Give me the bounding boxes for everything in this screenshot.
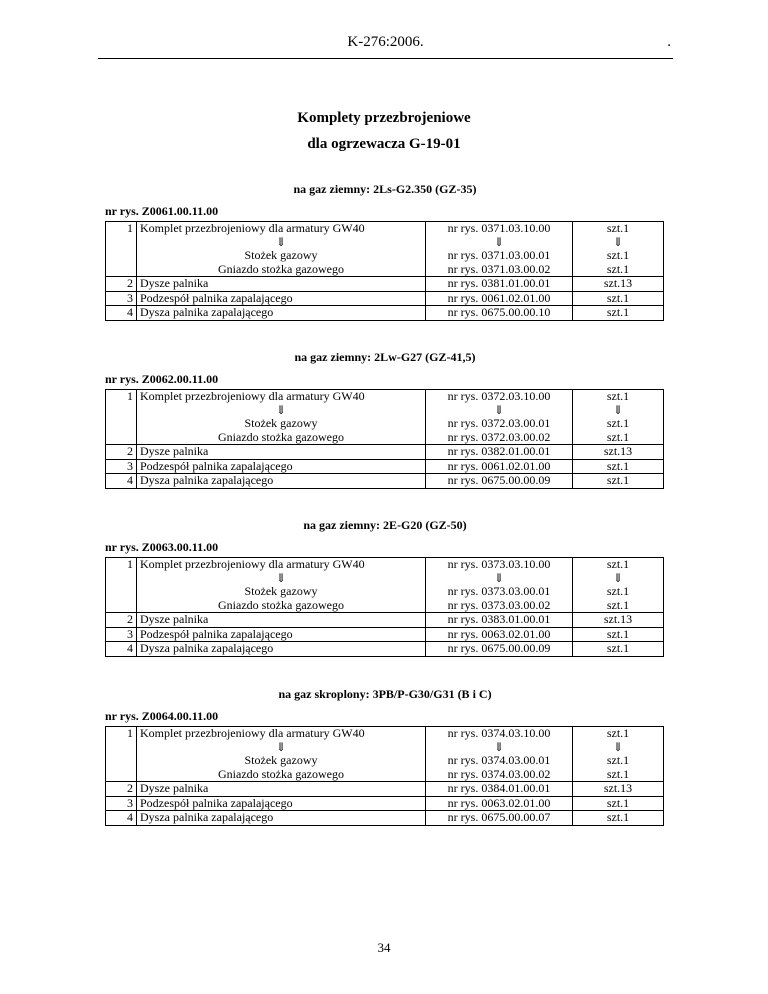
item-number: 3 xyxy=(106,459,137,474)
table-row xyxy=(106,459,664,474)
page-subtitle: dla ogrzewacza G-19-01 xyxy=(307,136,461,152)
item-quantity: szt.1 xyxy=(573,796,664,811)
item-drawing-ref: nr rys. 0381.01.00.01 xyxy=(426,277,573,292)
table-row xyxy=(106,306,664,321)
item-drawing-ref xyxy=(426,222,573,277)
ref-cone: nr rys. 0372.03.00.01 xyxy=(447,416,551,430)
item-quantity xyxy=(573,390,664,445)
down-arrow-icon: ⇓ xyxy=(493,570,505,585)
item-quantity: szt.13 xyxy=(573,277,664,292)
ref-cone: nr rys. 0371.03.00.01 xyxy=(447,248,551,262)
down-arrow-icon: ⇓ xyxy=(275,402,287,417)
item-number-value: 1 xyxy=(127,557,133,571)
gas-type-heading: na gaz skroplony: 3PB/P-G30/G31 (B i C) xyxy=(278,687,492,701)
table-row xyxy=(106,222,664,277)
kit-table xyxy=(105,221,664,321)
kit-drawing-number: nr rys. Z0063.00.11.00 xyxy=(105,540,219,554)
item-number-value: 1 xyxy=(127,221,133,235)
table-row xyxy=(106,796,664,811)
ref-seat: nr rys. 0374.03.00.02 xyxy=(447,766,551,781)
ref-cone: nr rys. 0373.03.00.01 xyxy=(447,584,551,598)
item-description xyxy=(137,727,426,782)
table-row xyxy=(106,627,664,642)
qty-kit: szt.1 xyxy=(606,557,630,571)
kit-drawing-number: nr rys. Z0064.00.11.00 xyxy=(105,709,219,723)
item-drawing-ref xyxy=(426,558,573,613)
kit-section xyxy=(105,349,665,487)
kit-section xyxy=(105,181,665,319)
ref-kit: nr rys. 0374.03.10.00 xyxy=(447,726,551,740)
item-quantity: szt.13 xyxy=(573,613,664,628)
item-number xyxy=(106,390,137,445)
qty-kit: szt.1 xyxy=(606,389,630,403)
qty-kit: szt.1 xyxy=(606,726,630,740)
item-description: Dysze palnika xyxy=(137,445,426,460)
cone-label: Stożek gazowy xyxy=(244,248,318,262)
item-number: 4 xyxy=(106,474,137,489)
ref-kit: nr rys. 0371.03.10.00 xyxy=(447,221,551,235)
item-description xyxy=(137,558,426,613)
item-quantity: szt.1 xyxy=(573,474,664,489)
qty-seat: szt.1 xyxy=(606,429,630,444)
item-number: 3 xyxy=(106,796,137,811)
ref-kit: nr rys. 0372.03.10.00 xyxy=(447,389,551,403)
gas-type-heading: na gaz ziemny: 2E-G20 (GZ-50) xyxy=(303,518,467,532)
down-arrow-icon: ⇓ xyxy=(612,739,624,754)
table-row xyxy=(106,558,664,613)
item-drawing-ref: nr rys. 0384.01.00.01 xyxy=(426,782,573,797)
item-number: 4 xyxy=(106,306,137,321)
item-number xyxy=(106,558,137,613)
item-quantity xyxy=(573,727,664,782)
qty-cone: szt.1 xyxy=(606,248,630,262)
down-arrow-icon: ⇓ xyxy=(275,234,287,249)
item-quantity xyxy=(573,558,664,613)
item-description: Dysze palnika xyxy=(137,277,426,292)
kit-label: Komplet przezbrojeniowy dla armatury GW40 xyxy=(140,389,365,403)
qty-cone: szt.1 xyxy=(606,584,630,598)
item-number-value: 1 xyxy=(127,726,133,740)
item-number xyxy=(106,222,137,277)
qty-seat: szt.1 xyxy=(606,261,630,276)
down-arrow-icon: ⇓ xyxy=(612,234,624,249)
item-quantity: szt.1 xyxy=(573,642,664,657)
item-number: 3 xyxy=(106,291,137,306)
item-drawing-ref: nr rys. 0063.02.01.00 xyxy=(426,627,573,642)
item-number: 4 xyxy=(106,642,137,657)
document-code: K-276:2006. xyxy=(347,34,424,50)
down-arrow-icon: ⇓ xyxy=(275,570,287,585)
item-number: 2 xyxy=(106,782,137,797)
item-description: Dysze palnika xyxy=(137,613,426,628)
qty-seat: szt.1 xyxy=(606,766,630,781)
item-description: Podzespół palnika zapalającego xyxy=(137,459,426,474)
item-drawing-ref: nr rys. 0675.00.00.09 xyxy=(426,642,573,657)
item-number: 2 xyxy=(106,613,137,628)
seat-label: Gniazdo stożka gazowego xyxy=(218,597,344,612)
kit-table xyxy=(105,389,664,489)
item-description: Podzespół palnika zapalającego xyxy=(137,627,426,642)
table-row xyxy=(106,277,664,292)
cone-label: Stożek gazowy xyxy=(244,753,318,767)
item-quantity: szt.1 xyxy=(573,291,664,306)
item-description: Dysze palnika xyxy=(137,782,426,797)
qty-cone: szt.1 xyxy=(606,416,630,430)
down-arrow-icon: ⇓ xyxy=(493,739,505,754)
cone-label: Stożek gazowy xyxy=(244,416,318,430)
down-arrow-icon: ⇓ xyxy=(275,739,287,754)
item-drawing-ref: nr rys. 0061.02.01.00 xyxy=(426,459,573,474)
item-number xyxy=(106,727,137,782)
table-row xyxy=(106,782,664,797)
item-drawing-ref: nr rys. 0675.00.00.07 xyxy=(426,811,573,826)
item-description: Podzespół palnika zapalającego xyxy=(137,291,426,306)
item-drawing-ref xyxy=(426,390,573,445)
item-quantity: szt.13 xyxy=(573,445,664,460)
kit-drawing-number: nr rys. Z0062.00.11.00 xyxy=(105,372,219,386)
item-number: 3 xyxy=(106,627,137,642)
gas-type-heading: na gaz ziemny: 2Lw-G27 (GZ-41,5) xyxy=(294,350,476,364)
page-header xyxy=(98,34,673,59)
item-quantity: szt.1 xyxy=(573,811,664,826)
item-description: Dysza palnika zapalającego xyxy=(137,306,426,321)
down-arrow-icon: ⇓ xyxy=(612,570,624,585)
ref-seat: nr rys. 0371.03.00.02 xyxy=(447,261,551,276)
ref-seat: nr rys. 0372.03.00.02 xyxy=(447,429,551,444)
table-row xyxy=(106,727,664,782)
seat-label: Gniazdo stożka gazowego xyxy=(218,429,344,444)
qty-kit: szt.1 xyxy=(606,221,630,235)
item-number: 2 xyxy=(106,445,137,460)
page-title: Komplety przezbrojeniowe xyxy=(297,110,471,126)
table-row xyxy=(106,291,664,306)
item-drawing-ref: nr rys. 0675.00.00.10 xyxy=(426,306,573,321)
down-arrow-icon: ⇓ xyxy=(493,234,505,249)
kit-label: Komplet przezbrojeniowy dla armatury GW40 xyxy=(140,726,365,740)
item-number: 4 xyxy=(106,811,137,826)
table-row xyxy=(106,613,664,628)
kit-section xyxy=(105,686,665,824)
item-description xyxy=(137,390,426,445)
item-quantity: szt.13 xyxy=(573,782,664,797)
seat-label: Gniazdo stożka gazowego xyxy=(218,766,344,781)
item-drawing-ref: nr rys. 0675.00.00.09 xyxy=(426,474,573,489)
item-drawing-ref: nr rys. 0383.01.00.01 xyxy=(426,613,573,628)
page-number: 34 xyxy=(377,940,391,955)
kit-label: Komplet przezbrojeniowy dla armatury GW40 xyxy=(140,221,365,235)
item-description: Dysza palnika zapalającego xyxy=(137,811,426,826)
item-drawing-ref xyxy=(426,727,573,782)
down-arrow-icon: ⇓ xyxy=(612,402,624,417)
table-row xyxy=(106,390,664,445)
item-quantity xyxy=(573,222,664,277)
item-description: Dysza palnika zapalającego xyxy=(137,474,426,489)
item-quantity: szt.1 xyxy=(573,459,664,474)
item-quantity: szt.1 xyxy=(573,306,664,321)
table-row xyxy=(106,474,664,489)
cone-label: Stożek gazowy xyxy=(244,584,318,598)
qty-cone: szt.1 xyxy=(606,753,630,767)
item-description xyxy=(137,222,426,277)
header-dot: . xyxy=(667,34,671,50)
kit-table xyxy=(105,557,664,657)
gas-type-heading: na gaz ziemny: 2Ls-G2.350 (GZ-35) xyxy=(293,182,477,196)
item-number: 2 xyxy=(106,277,137,292)
qty-seat: szt.1 xyxy=(606,597,630,612)
item-number-value: 1 xyxy=(127,389,133,403)
kit-drawing-number: nr rys. Z0061.00.11.00 xyxy=(105,204,219,218)
item-drawing-ref: nr rys. 0063.02.01.00 xyxy=(426,796,573,811)
ref-seat: nr rys. 0373.03.00.02 xyxy=(447,597,551,612)
item-description: Podzespół palnika zapalającego xyxy=(137,796,426,811)
down-arrow-icon: ⇓ xyxy=(493,402,505,417)
item-drawing-ref: nr rys. 0061.02.01.00 xyxy=(426,291,573,306)
kit-table xyxy=(105,726,664,826)
seat-label: Gniazdo stożka gazowego xyxy=(218,261,344,276)
table-row xyxy=(106,642,664,657)
item-description: Dysza palnika zapalającego xyxy=(137,642,426,657)
item-quantity: szt.1 xyxy=(573,627,664,642)
kit-label: Komplet przezbrojeniowy dla armatury GW40 xyxy=(140,557,365,571)
table-row xyxy=(106,445,664,460)
table-row xyxy=(106,811,664,826)
item-drawing-ref: nr rys. 0382.01.00.01 xyxy=(426,445,573,460)
ref-cone: nr rys. 0374.03.00.01 xyxy=(447,753,551,767)
kit-section xyxy=(105,517,665,655)
ref-kit: nr rys. 0373.03.10.00 xyxy=(447,557,551,571)
